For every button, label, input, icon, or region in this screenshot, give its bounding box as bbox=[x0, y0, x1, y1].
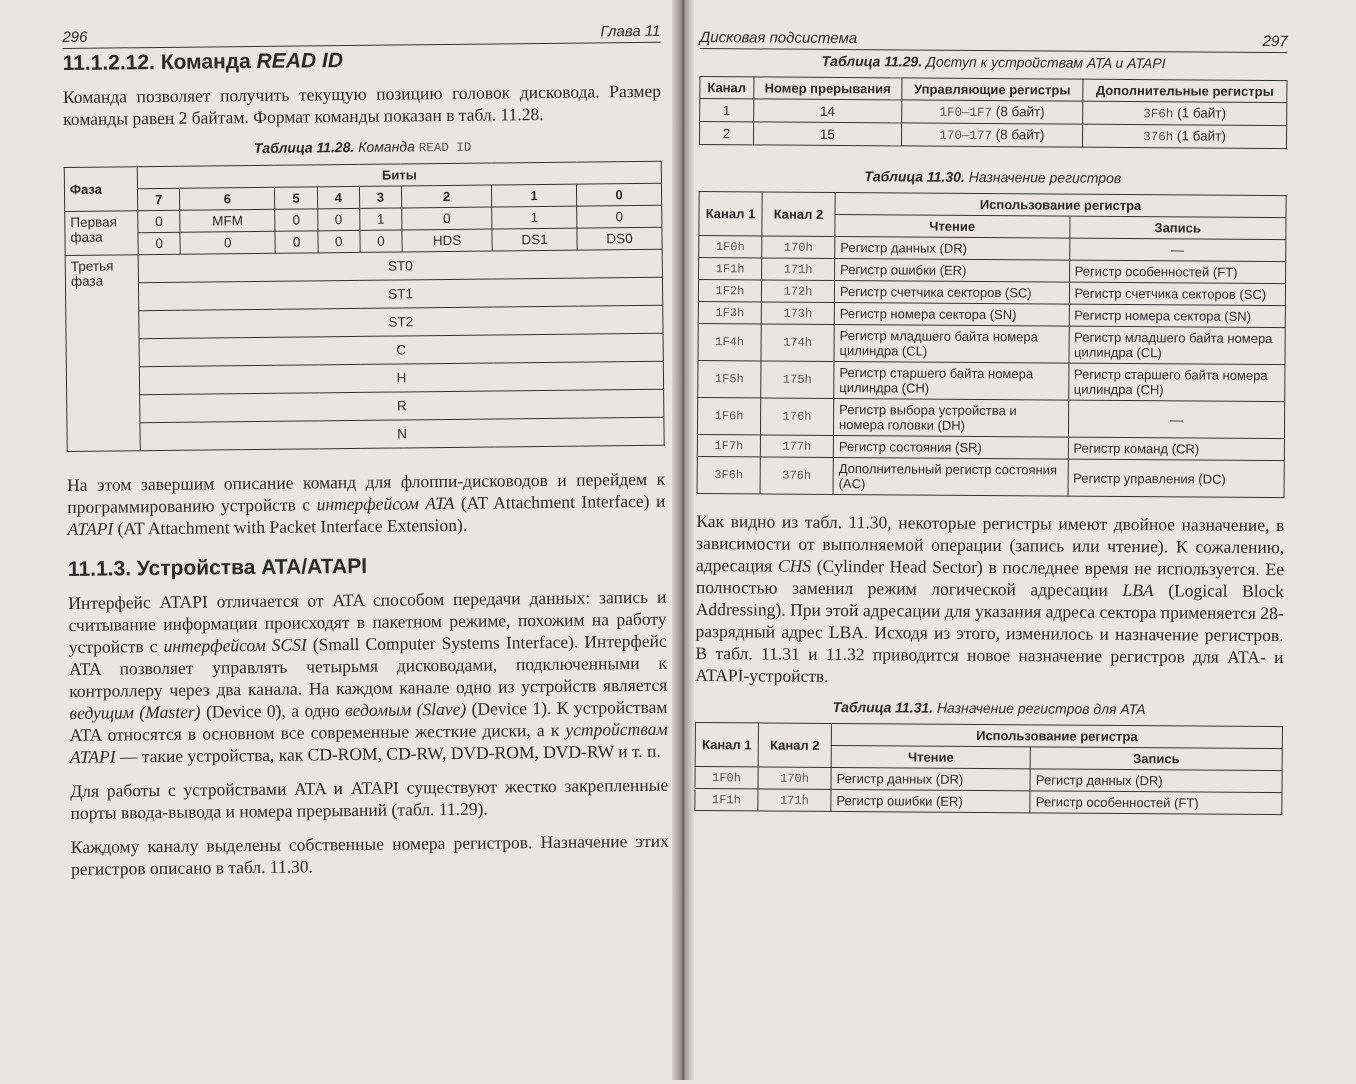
emphasis-text: интерфейсом SCSI bbox=[163, 634, 307, 656]
emphasis-text: интерфейсом ATA bbox=[316, 492, 455, 515]
table-cell: — bbox=[1068, 400, 1285, 439]
table-cell: ST0 bbox=[138, 249, 662, 282]
caption-text: Доступ к устройствам ATA и ATAPI bbox=[925, 53, 1166, 72]
emphasis-text: устройствам ATAPI bbox=[69, 718, 668, 767]
chapter-title: Дисковая подсистема bbox=[699, 28, 858, 48]
table-cell: 170h bbox=[762, 236, 835, 259]
table-cell: 0 bbox=[275, 209, 317, 231]
table-cell: MFM bbox=[180, 209, 275, 232]
table-cell: 173h bbox=[761, 302, 834, 325]
table-cell: 1 bbox=[359, 208, 401, 230]
table-cell: 1 bbox=[492, 184, 577, 207]
table-cell: 175h bbox=[761, 361, 834, 399]
table-cell: 1 bbox=[700, 99, 754, 122]
table-cell: 177h bbox=[760, 435, 833, 458]
table-cell: Чтение bbox=[831, 745, 1031, 768]
chapter-title: Глава 11 bbox=[600, 22, 661, 41]
table-cell: 176h bbox=[760, 398, 833, 436]
table-cell: 3 bbox=[359, 186, 401, 208]
table-cell: Регистр младшего байта номера цилиндра (CL) bbox=[1069, 326, 1286, 365]
table-cell: Регистр номера сектора (SN) bbox=[834, 302, 1069, 326]
table-cell: 1F1h bbox=[695, 788, 758, 810]
table-cell: 1F7h bbox=[697, 434, 760, 456]
caption-text: Назначение регистров для ATA bbox=[936, 699, 1146, 718]
table-cell: Регистр данных (DR) bbox=[1030, 769, 1282, 793]
text-run: Как видно из табл. 11.30, некоторые регистры имеют двойное назначение, в зависимости от выполняемой операции (запись или чтение). К сожалению, адресация bbox=[695, 510, 1285, 576]
section-heading bbox=[63, 46, 661, 76]
text-run: (AT Attachment with Packet Interface Extension). bbox=[113, 514, 468, 539]
table-cell: 1F1h bbox=[699, 257, 762, 279]
table-cell: HDS bbox=[402, 229, 492, 252]
table-cell: Регистр особенностей (FT) bbox=[1030, 791, 1282, 815]
table-cell: Чтение bbox=[835, 214, 1070, 238]
table-cell: 0 bbox=[275, 231, 317, 253]
table-cell: Регистр младшего байта номера цилиндра (CL) bbox=[834, 324, 1069, 363]
paragraph bbox=[67, 468, 666, 540]
table-cell: 171h bbox=[758, 789, 831, 812]
table-cell: 3F6h bbox=[697, 456, 760, 493]
table-cell: Запись bbox=[1031, 747, 1283, 771]
table-cell: 171h bbox=[762, 258, 835, 281]
table-cell: Регистр ошибки (ER) bbox=[835, 258, 1070, 282]
table-cell: Третья фаза bbox=[65, 255, 140, 452]
table-cell: Дополнительные регистры bbox=[1083, 79, 1287, 102]
text-run: (Small Computer Systems Interface). Интерфейс ATA позволяет управлять четырьмя дисководами, подключенными к контроллеру через два канала. На каждом канале одно из устройств является bbox=[68, 630, 668, 701]
table-cell bbox=[1082, 124, 1286, 148]
text-run: (Cylinder Head Sector) в последнее время не используется. Ее полностью заменил режим логической адресации bbox=[695, 555, 1285, 600]
table-cell: Канал 2 bbox=[758, 723, 831, 768]
caption-number: Таблица 11.28. bbox=[253, 138, 355, 156]
table-cell: 4 bbox=[317, 186, 359, 208]
left-page bbox=[62, 0, 671, 1080]
table-cell: Фаза bbox=[64, 167, 137, 212]
caption-code: READ ID bbox=[418, 140, 472, 156]
text-run: (Device 0), а одно bbox=[200, 700, 346, 722]
table-cell: Биты bbox=[137, 161, 661, 188]
heading-text: 11.1.2.12. Команда bbox=[62, 49, 257, 75]
emphasis-text: ведомым (Slave) bbox=[345, 698, 467, 721]
table-cell: DS1 bbox=[492, 228, 577, 251]
table-cell: 0 bbox=[317, 208, 359, 230]
register-size: (1 байт) bbox=[1177, 105, 1227, 121]
text-run: (Logical Block Addressing). При этой адресации для указания адреса сектора применяется 28-разрядный адрес LBA. Исходя из этого, изменилось и назначение регистров. В табл. 11.31 и 11.32 приводится новое назначение регистров для ATA- и ATAPI-устройств. bbox=[695, 580, 1284, 686]
table-cell: 7 bbox=[137, 188, 179, 210]
table-cell: Канал 1 bbox=[695, 722, 758, 766]
table-caption bbox=[695, 698, 1283, 718]
right-page bbox=[692, 0, 1288, 1084]
register-size: (1 байт) bbox=[1176, 128, 1226, 144]
table-cell: Регистр старшего байта номера цилиндра (CH) bbox=[834, 361, 1069, 400]
table-cell: 170h bbox=[758, 767, 831, 790]
table-cell: 2 bbox=[699, 122, 753, 145]
table-cell: 6 bbox=[180, 187, 275, 210]
table-cell: 172h bbox=[761, 280, 834, 303]
caption-number: Таблица 11.31. bbox=[832, 698, 934, 716]
table-cell: Регистр данных (DR) bbox=[835, 236, 1070, 260]
table-cell: Канал bbox=[700, 77, 754, 99]
register-address: 3F6h bbox=[1143, 107, 1174, 122]
table-11-29 bbox=[699, 76, 1287, 149]
table-cell: Регистр данных (DR) bbox=[831, 767, 1031, 790]
table-cell: Регистр состояния (SR) bbox=[833, 435, 1068, 459]
table-cell: N bbox=[140, 417, 664, 450]
caption-text: Команда bbox=[358, 138, 415, 155]
table-cell: 1F0h bbox=[695, 766, 758, 788]
table-cell: 2 bbox=[401, 185, 491, 208]
table-cell: 0 bbox=[180, 231, 275, 254]
table-cell: 1F4h bbox=[698, 323, 761, 360]
text-run: — такие устройства, как CD-ROM, CD-RW, DVD-ROM, DVD-RW и т. п. bbox=[115, 740, 661, 767]
table-cell: Дополнительный регистр состояния (AC) bbox=[833, 457, 1068, 496]
text-run: (Device 1). К устройствам ATA относятся в основном все современные жесткие диски, а к bbox=[69, 696, 668, 745]
table-cell: 1F6h bbox=[697, 397, 760, 434]
table-cell: Канал 2 bbox=[762, 192, 835, 237]
text-run: Интерфейс ATAPI отличается от ATA способом передачи данных: запись и считывание информации происходят в пакетном режиме, похожим на работу устройств с bbox=[68, 586, 667, 657]
table-cell: Регистр счетчика секторов (SC) bbox=[1069, 282, 1286, 306]
table-cell: Управляющие регистры bbox=[902, 78, 1083, 101]
paragraph bbox=[68, 586, 668, 768]
table-cell: Первая фаза bbox=[65, 211, 138, 256]
page-number: 296 bbox=[62, 28, 88, 46]
table-cell: DS0 bbox=[577, 227, 662, 250]
table-cell: 1 bbox=[492, 206, 577, 229]
table-cell: 14 bbox=[753, 99, 901, 123]
register-size: (8 байт) bbox=[995, 127, 1045, 143]
emphasis-text: CHS bbox=[777, 555, 812, 576]
table-cell: ST1 bbox=[138, 277, 662, 310]
table-cell: 0 bbox=[576, 183, 661, 206]
table-cell: 1F3h bbox=[698, 301, 761, 323]
heading-command: READ ID bbox=[256, 49, 344, 73]
table-cell bbox=[901, 123, 1082, 147]
running-header bbox=[62, 20, 660, 49]
table-cell: Регистр управления (DC) bbox=[1068, 459, 1285, 498]
paragraph: Каждому каналу выделены собственные номера регистров. Назначение этих регистров описано в табл. 11.30. bbox=[70, 830, 669, 879]
emphasis-text: ATAPI bbox=[67, 518, 114, 539]
table-caption bbox=[699, 167, 1287, 187]
table-cell: 15 bbox=[753, 122, 901, 146]
table-cell: 376h bbox=[760, 457, 833, 495]
table-cell: 0 bbox=[360, 230, 402, 252]
emphasis-text: ведущим (Master) bbox=[69, 701, 201, 723]
table-cell: 1F0h bbox=[699, 235, 762, 257]
table-cell: 1F5h bbox=[698, 360, 761, 397]
table-cell: Запись bbox=[1069, 216, 1286, 240]
paragraph bbox=[695, 510, 1284, 690]
register-range: 1F0—1F7 bbox=[939, 105, 993, 121]
book-spine bbox=[672, 0, 694, 1080]
paragraph: Для работы с устройствами ATA и ATAPI существуют жестко закрепленные порты ввода-вывода и номера прерываний (табл. 11.29). bbox=[70, 774, 669, 823]
emphasis-text: LBA bbox=[1122, 579, 1154, 601]
table-cell: 174h bbox=[761, 324, 834, 362]
caption-number: Таблица 11.30. bbox=[864, 168, 965, 185]
table-11-31 bbox=[694, 722, 1283, 815]
table-cell: Номер прерывания bbox=[753, 77, 901, 100]
text-run: (AT Attachment Interface) и bbox=[454, 490, 666, 513]
table-caption bbox=[700, 52, 1288, 72]
table-cell: 0 bbox=[138, 210, 180, 232]
table-cell: 5 bbox=[275, 187, 317, 209]
table-cell: ST2 bbox=[139, 305, 663, 338]
table-cell: 0 bbox=[577, 205, 662, 228]
paragraph: Команда позволяет получить текущую позицию головок дисковода. Размер команды равен 2 байтам. Формат команды показан в табл. 11.28. bbox=[62, 80, 662, 129]
table-cell: 0 bbox=[138, 232, 180, 254]
table-cell bbox=[902, 100, 1083, 124]
section-heading: 11.1.3. Устройства ATA/ATAPI bbox=[67, 554, 368, 581]
table-cell: Использование регистра bbox=[835, 192, 1286, 217]
register-range: 170—177 bbox=[939, 128, 992, 144]
table-cell: Регистр особенностей (FT) bbox=[1069, 260, 1286, 284]
table-cell: Регистр счетчика секторов (SC) bbox=[834, 280, 1069, 304]
register-size: (8 байт) bbox=[995, 104, 1045, 120]
table-cell: R bbox=[140, 389, 664, 422]
table-cell: — bbox=[1069, 238, 1286, 262]
table-cell: 0 bbox=[318, 230, 360, 252]
page-number: 297 bbox=[1262, 32, 1288, 51]
table-caption bbox=[63, 136, 661, 159]
table-cell: Регистр старшего байта номера цилиндра (CH) bbox=[1068, 363, 1285, 402]
table-cell: Использование регистра bbox=[831, 723, 1282, 748]
table-11-28 bbox=[64, 161, 665, 452]
table-cell: H bbox=[139, 361, 663, 394]
table-cell: Регистр номера сектора (SN) bbox=[1069, 304, 1286, 328]
text-run: На этом завершим описание команд для флоппи-дисководов и перейдем к программированию устройств с bbox=[66, 468, 666, 517]
caption-number: Таблица 11.29. bbox=[821, 52, 923, 70]
table-cell: 0 bbox=[402, 207, 492, 230]
table-cell: Регистр выбора устройства и номера головки (DH) bbox=[833, 398, 1068, 437]
table-cell: 1F2h bbox=[698, 279, 761, 301]
register-address: 376h bbox=[1143, 130, 1174, 145]
table-cell: Канал 1 bbox=[699, 191, 762, 235]
caption-text: Назначение регистров bbox=[968, 168, 1122, 186]
table-cell bbox=[1083, 101, 1287, 125]
table-cell: C bbox=[139, 333, 663, 366]
table-11-30 bbox=[697, 191, 1287, 498]
table-cell: Регистр ошибки (ER) bbox=[831, 789, 1031, 812]
table-cell: Регистр команд (CR) bbox=[1068, 437, 1285, 461]
